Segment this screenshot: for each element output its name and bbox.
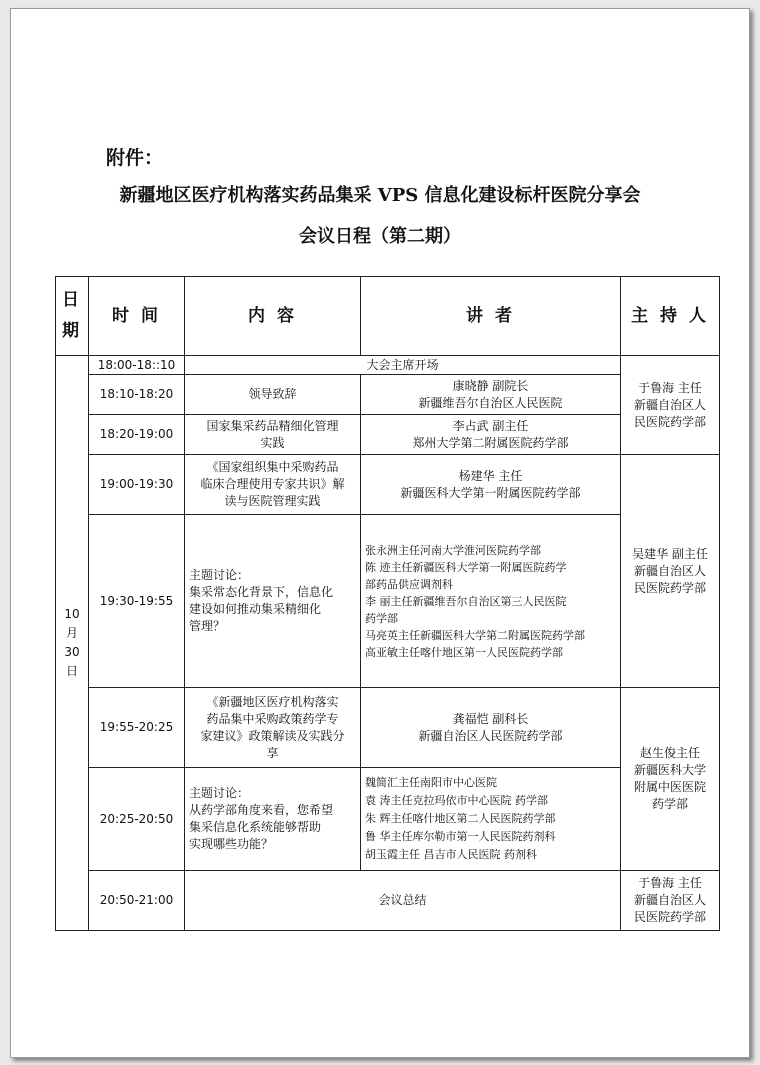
content-cell: 领导致辞 xyxy=(185,375,361,415)
header-content: 内 容 xyxy=(185,277,361,356)
content-cell: 《新疆地区医疗机构落实 药品集中采购政策药学专 家建议》政策解读及实践分 享 xyxy=(185,688,361,768)
schedule-table xyxy=(55,276,720,931)
time-cell: 18:00-18::10 xyxy=(89,356,185,375)
header-row xyxy=(56,277,720,356)
document-subtitle: 会议日程（第二期） xyxy=(299,226,461,247)
speaker-cell: 魏简汇主任南阳市中心医院 袁 涛主任克拉玛依市中心医院 药学部 朱 辉主任喀什地区第二人民医院药学部 鲁 华主任库尔勒市第一人民医院药剂科 胡玉霞主任 昌吉市人民医院 药剂科 xyxy=(361,768,621,871)
content-cell: 大会主席开场 xyxy=(185,356,621,375)
host-cell: 吴建华 副主任 新疆自治区人 民医院药学部 xyxy=(621,455,720,688)
content-cell: 《国家组织集中采购药品 临床合理使用专家共识》解 读与医院管理实践 xyxy=(185,455,361,515)
table-row xyxy=(56,768,720,871)
table-row xyxy=(56,356,720,375)
time-cell: 19:55-20:25 xyxy=(89,688,185,768)
speaker-cell: 李占武 副主任 郑州大学第二附属医院药学部 xyxy=(361,415,621,455)
host-cell: 赵生俊主任 新疆医科大学 附属中医医院 药学部 xyxy=(621,688,720,871)
content-cell: 国家集采药品精细化管理 实践 xyxy=(185,415,361,455)
document-title: 新疆地区医疗机构落实药品集采 VPS 信息化建设标杆医院分享会 xyxy=(119,185,641,206)
content-cell: 主题讨论： 集采常态化背景下，信息化 建设如何推动集采精细化 管理？ xyxy=(185,515,361,688)
speaker-cell: 康晓静 副院长 新疆维吾尔自治区人民医院 xyxy=(361,375,621,415)
date-cell: 10 月 30 日 xyxy=(56,356,89,931)
table-row xyxy=(56,515,720,688)
header-speaker: 讲 者 xyxy=(361,277,621,356)
attachment-label: 附件： xyxy=(106,147,164,169)
content-cell: 会议总结 xyxy=(185,871,621,931)
header-date: 日 期 xyxy=(56,277,89,356)
time-cell: 18:10-18:20 xyxy=(89,375,185,415)
host-cell: 于鲁海 主任 新疆自治区人 民医院药学部 xyxy=(621,356,720,455)
time-cell: 19:00-19:30 xyxy=(89,455,185,515)
time-cell: 20:50-21:00 xyxy=(89,871,185,931)
time-cell: 20:25-20:50 xyxy=(89,768,185,871)
speaker-cell: 杨建华 主任 新疆医科大学第一附属医院药学部 xyxy=(361,455,621,515)
header-host: 主 持 人 xyxy=(621,277,720,356)
table-row xyxy=(56,415,720,455)
speaker-cell: 张永洲主任河南大学淮河医院药学部 陈 迹主任新疆医科大学第一附属医院药学 部药品供应调剂科 李 丽主任新疆维吾尔自治区第三人民医院 药学部 马亮英主任新疆医科大学第二附属医院药学部 高亚敏主任喀什地区第一人民医院药学部 xyxy=(361,515,621,688)
host-cell: 于鲁海 主任 新疆自治区人 民医院药学部 xyxy=(621,871,720,931)
time-cell: 19:30-19:55 xyxy=(89,515,185,688)
table-row xyxy=(56,375,720,415)
table-row xyxy=(56,871,720,931)
speaker-cell: 龚福恺 副科长 新疆自治区人民医院药学部 xyxy=(361,688,621,768)
table-row xyxy=(56,455,720,515)
table-row xyxy=(56,688,720,768)
time-cell: 18:20-19:00 xyxy=(89,415,185,455)
header-time: 时 间 xyxy=(89,277,185,356)
content-cell: 主题讨论： 从药学部角度来看，您希望 集采信息化系统能够帮助 实现哪些功能？ xyxy=(185,768,361,871)
